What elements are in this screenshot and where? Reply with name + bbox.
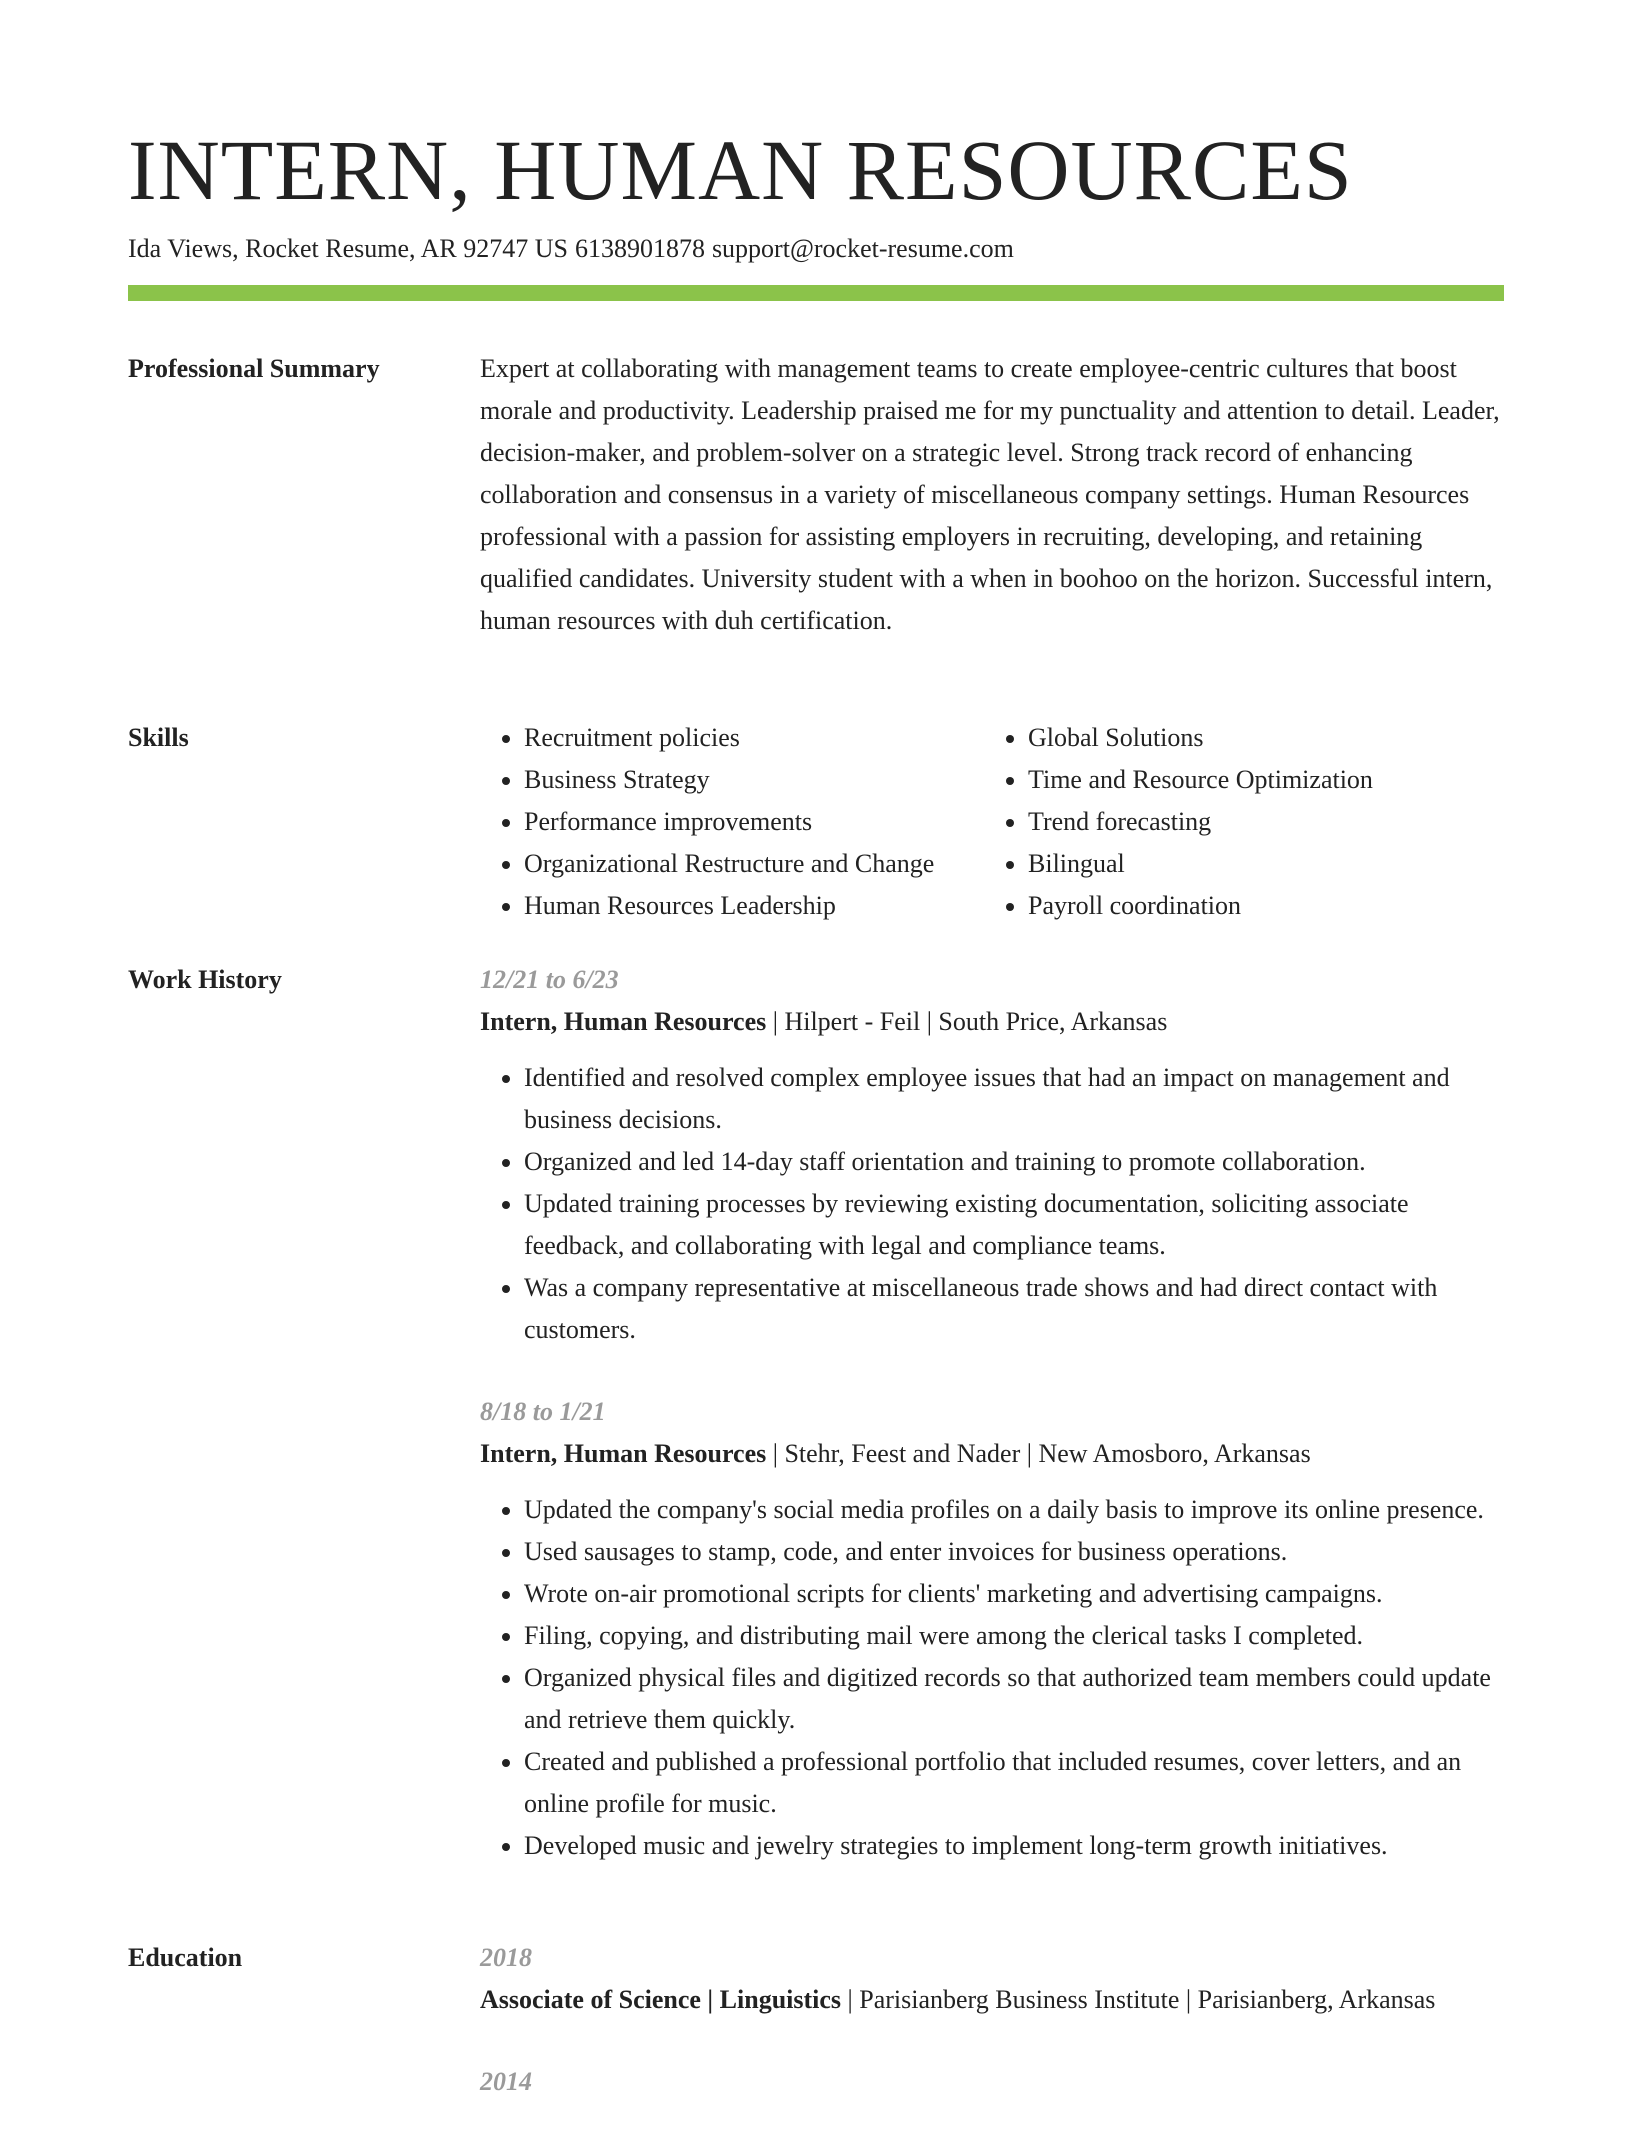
job-bullet: • Updated training processes by reviewing existing documentation, soliciting associate feedback, and collaborating with legal and compliance teams. xyxy=(524,1183,1504,1267)
education-line xyxy=(480,1979,1504,2021)
education-entry xyxy=(480,1937,1504,2021)
summary-body xyxy=(480,348,1504,642)
education-degree: Associate of Science | Linguistics xyxy=(480,1985,842,2014)
skill-item: • Bilingual xyxy=(1028,843,1373,885)
education-details: | Parisianberg Business Institute | Parisianberg, Arkansas xyxy=(841,1985,1436,2014)
summary-heading: Professional Summary xyxy=(128,354,380,383)
education-heading: Education xyxy=(128,1943,243,1972)
skills-column-left xyxy=(480,717,984,927)
contact-email: support@rocket-resume.com xyxy=(711,234,1014,263)
work-body xyxy=(480,959,1504,1907)
job-entry xyxy=(480,959,1504,1351)
job-title-line xyxy=(480,1001,1504,1043)
skills-column-right xyxy=(984,717,1373,927)
contact-phone: 6138901878 xyxy=(574,234,705,263)
job-bullets xyxy=(480,1489,1504,1867)
skill-item: • Recruitment policies xyxy=(524,717,984,759)
job-entry xyxy=(480,1391,1504,1867)
job-bullet: • Organized physical files and digitized records so that authorized team members could update and retrieve them quickly. xyxy=(524,1657,1504,1741)
job-bullet: • Identified and resolved complex employee issues that had an impact on management and business decisions. xyxy=(524,1057,1504,1141)
education-year: 2018 xyxy=(480,1943,532,1972)
skills-heading: Skills xyxy=(128,723,189,752)
job-bullet: • Wrote on-air promotional scripts for clients' marketing and advertising campaigns. xyxy=(524,1573,1504,1615)
skill-item: • Payroll coordination xyxy=(1028,885,1373,927)
skill-item: • Time and Resource Optimization xyxy=(1028,759,1373,801)
header-divider xyxy=(128,285,1504,301)
work-heading: Work History xyxy=(128,965,282,994)
skill-item: • Performance improvements xyxy=(524,801,984,843)
job-details: | Hilpert - Feil | South Price, Arkansas xyxy=(766,1007,1168,1036)
job-bullet: • Used sausages to stamp, code, and enter invoices for business operations. xyxy=(524,1531,1504,1573)
resume-title: INTERN, HUMAN RESOURCES xyxy=(128,122,1353,218)
contact-address: Ida Views, Rocket Resume, AR 92747 US xyxy=(128,234,568,263)
contact-line xyxy=(128,232,1021,266)
education-body xyxy=(480,1937,1504,2143)
skill-item: • Human Resources Leadership xyxy=(524,885,984,927)
skills-body xyxy=(480,717,1504,927)
job-bullet: • Filing, copying, and distributing mail were among the clerical tasks I completed. xyxy=(524,1615,1504,1657)
job-title: Intern, Human Resources xyxy=(480,1007,767,1036)
skill-item: • Organizational Restructure and Change xyxy=(524,843,984,885)
education-year: 2014 xyxy=(480,2067,532,2096)
job-bullet: • Created and published a professional portfolio that included resumes, cover letters, and an online profile for music. xyxy=(524,1741,1504,1825)
job-bullet: • Was a company representative at miscellaneous trade shows and had direct contact with customers. xyxy=(524,1267,1504,1351)
job-bullet: • Organized and led 14-day staff orientation and training to promote collaboration. xyxy=(524,1141,1504,1183)
job-title-line xyxy=(480,1433,1504,1475)
summary-text: Expert at collaborating with management teams to create employee-centric cultures that boost morale and productivity. Leadership praised me for my punctuality and attention to detail. Leader, decision-maker, and problem-solver on a strategic level. Strong track record of enhancing collaboration and consensus in a variety of miscellaneous company settings. Human Resources professional with a passion for assisting employers in recruiting, developing, and retaining qualified candidates. University student with a when in boohoo on the horizon. Successful intern, human resources with duh certification. xyxy=(480,354,1500,635)
skill-item: • Global Solutions xyxy=(1028,717,1373,759)
skill-item: • Trend forecasting xyxy=(1028,801,1373,843)
job-bullets xyxy=(480,1057,1504,1351)
job-bullet: • Updated the company's social media profiles on a daily basis to improve its online presence. xyxy=(524,1489,1504,1531)
job-details: | Stehr, Feest and Nader | New Amosboro, Arkansas xyxy=(766,1439,1311,1468)
job-bullet: • Developed music and jewelry strategies to implement long-term growth initiatives. xyxy=(524,1825,1504,1867)
job-dates: 8/18 to 1/21 xyxy=(480,1397,606,1426)
skills-columns xyxy=(480,717,1504,927)
skill-item: • Business Strategy xyxy=(524,759,984,801)
education-entry xyxy=(480,2061,1504,2103)
job-dates: 12/21 to 6/23 xyxy=(480,965,619,994)
job-title: Intern, Human Resources xyxy=(480,1439,767,1468)
